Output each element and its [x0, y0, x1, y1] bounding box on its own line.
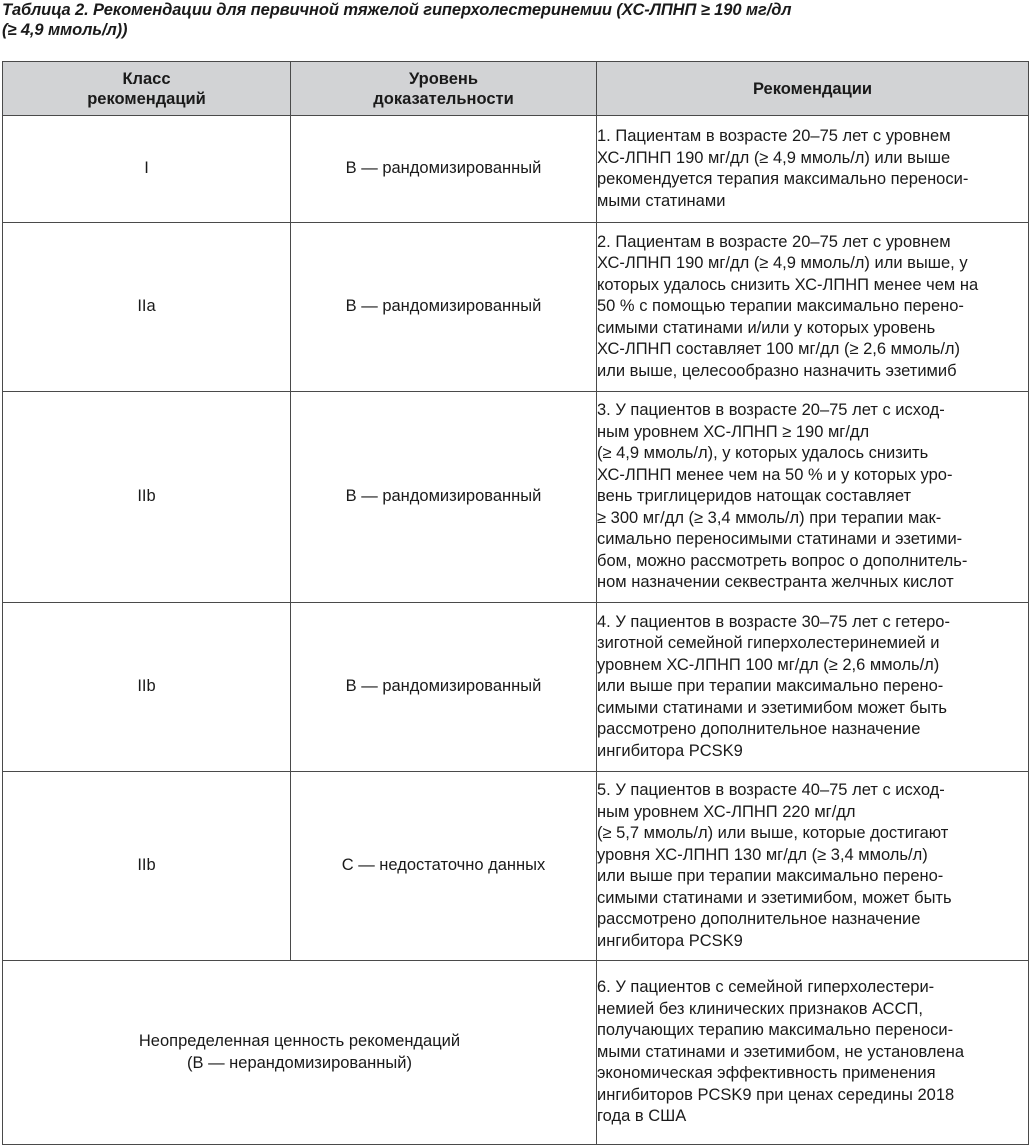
merged-class-level-text: Неопределенная ценность рекомендаций (B — нерандомизированный)	[138, 1032, 461, 1072]
class-cell: IIa	[3, 223, 291, 392]
recommendation-cell	[597, 603, 1029, 772]
table-row	[3, 961, 1029, 1145]
class-cell: IIb	[3, 392, 291, 603]
recommendation-text: 6. У пациентов с семейной гиперхолестери- немией без клинических признаков АССП, получающих терапию максимально переноси- мыми статинами и эзетимибом, не установлена экономическая эффективность применения ингибиторов PCSK9 при ценах середины 2018 года в США	[597, 978, 965, 1126]
recommendation-cell	[597, 392, 1029, 603]
header-level	[291, 62, 597, 116]
recommendation-text: 3. У пациентов в возрасте 20–75 лет с исход- ным уровнем ХС-ЛПНП ≥ 190 мг/дл (≥ 4,9 ммоль/л), у которых удалось снизить ХС-ЛПНП менее чем на 50 % и у которых уро- вень триглицеридов натощак составляет ≥ 300 мг/дл (≥ 3,4 ммоль/л) при терапии мак- симально переносимыми статинами и эзетими- бом, можно рассмотреть вопрос о дополнитель- ном назначении секвестранта желчных кислот	[597, 401, 968, 592]
merged-class-level-cell	[3, 961, 597, 1145]
recommendation-cell	[597, 772, 1029, 961]
recommendation-cell	[597, 223, 1029, 392]
header-recommendations-label: Рекомендации	[752, 79, 873, 98]
recommendation-text: 1. Пациентам в возрасте 20–75 лет с уровнем ХС-ЛПНП 190 мг/дл (≥ 4,9 ммоль/л) или выше рекомендуется терапия максимально переноси- мыми статинами	[597, 127, 969, 210]
table-header-row	[3, 62, 1029, 116]
level-cell: C — недостаточно данных	[291, 772, 597, 961]
table-caption	[2, 0, 1027, 40]
recommendation-text: 4. У пациентов в возрасте 30–75 лет с гетеро- зиготной семейной гиперхолестеринемией и уровнем ХС-ЛПНП 100 мг/дл (≥ 2,6 ммоль/л) или выше при терапии максимально перено- симыми статинами и эзетимибом может быть рассмотрено дополнительное назначение ингибитора PCSK9	[597, 612, 950, 760]
level-cell: B — рандомизированный	[291, 603, 597, 772]
table-row	[3, 603, 1029, 772]
table-row	[3, 116, 1029, 223]
header-class-label: Класс рекомендаций	[87, 69, 206, 108]
header-level-label: Уровень доказательности	[373, 69, 514, 108]
table-caption-text: Таблица 2. Рекомендации для первичной тяжелой гиперхолестеринемии (ХС-ЛПНП ≥ 190 мг/дл (≥ 4,9 ммоль/л))	[2, 1, 792, 39]
header-class	[3, 62, 291, 116]
recommendation-cell	[597, 116, 1029, 223]
table-row	[3, 392, 1029, 603]
recommendation-text: 5. У пациентов в возрасте 40–75 лет с исход- ным уровнем ХС-ЛПНП 220 мг/дл (≥ 5,7 ммоль/л) или выше, которые достигают уровня ХС-ЛПНП 130 мг/дл (≥ 3,4 ммоль/л) или выше при терапии максимально перено- симыми статинами и эзетимибом, может быть рассмотрено дополнительное назначение ингибитора PCSK9	[597, 781, 952, 950]
table-row	[3, 772, 1029, 961]
class-cell: IIb	[3, 603, 291, 772]
level-cell: B — рандомизированный	[291, 116, 597, 223]
class-cell: I	[3, 116, 291, 223]
recommendation-cell	[597, 961, 1029, 1145]
recommendation-text: 2. Пациентам в возрасте 20–75 лет с уровнем ХС-ЛПНП 190 мг/дл (≥ 4,9 ммоль/л) или выше, у которых удалось снизить ХС-ЛПНП менее чем на 50 % с помощью терапии максимально перено- симыми статинами и/или у которых уровень ХС-ЛПНП составляет 100 мг/дл (≥ 2,6 ммоль/л) или выше, целесообразно назначить эзетимиб	[597, 232, 979, 380]
level-cell: B — рандомизированный	[291, 392, 597, 603]
header-recommendations	[597, 62, 1029, 116]
recommendations-table	[2, 61, 1029, 1145]
class-cell: IIb	[3, 772, 291, 961]
table-row	[3, 223, 1029, 392]
level-cell: B — рандомизированный	[291, 223, 597, 392]
